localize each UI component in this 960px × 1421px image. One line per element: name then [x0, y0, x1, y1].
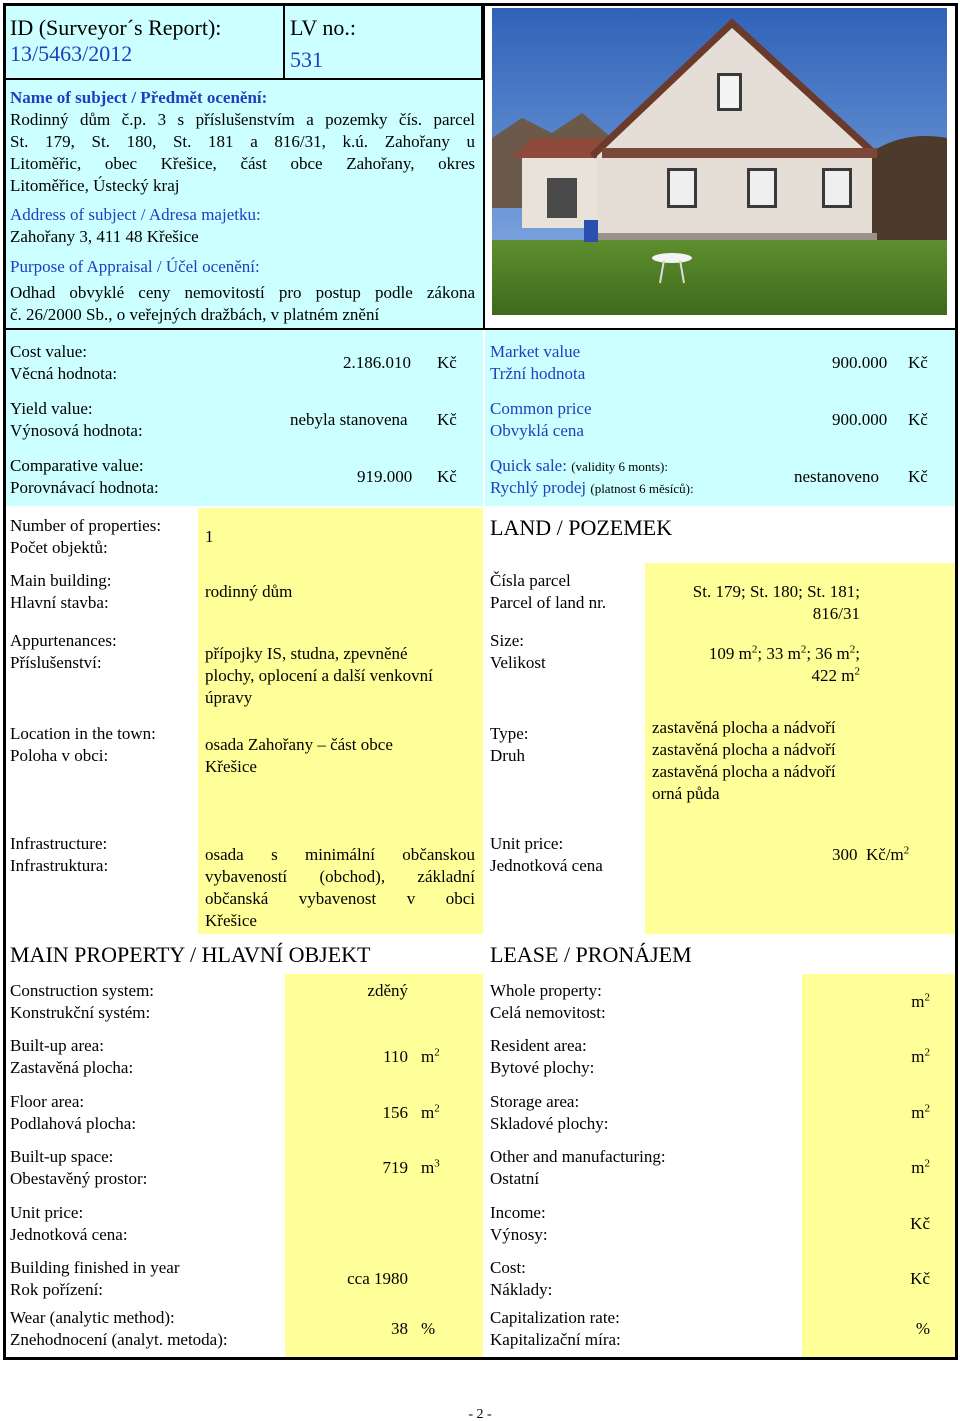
- lease-heading: LEASE / PRONÁJEM: [490, 942, 692, 967]
- common-label-en: Common price: [490, 399, 592, 418]
- lv-label: LV no.:: [290, 15, 357, 40]
- main-property-heading: MAIN PROPERTY / HLAVNÍ OBJEKT: [10, 942, 371, 967]
- mp-row-unit: [421, 1318, 435, 1340]
- purpose-line: č. 26/2000 Sb., o veřejných dražbách, v platném znění: [10, 305, 380, 324]
- subject-name-heading: Name of subject / Předmět ocenění:: [10, 88, 268, 107]
- cost-currency: Kč: [437, 353, 457, 372]
- mp-row-value: cca 1980: [347, 1269, 408, 1288]
- size-part: 422 m: [811, 666, 855, 685]
- comp-currency: Kč: [437, 467, 457, 486]
- cost-value: 2.186.010: [343, 353, 411, 372]
- lease-row-label-en: Resident area:: [490, 1036, 587, 1055]
- sup: 2: [800, 643, 807, 656]
- mp-row-unit: [421, 1046, 440, 1068]
- address-value: Zahořany 3, 411 48 Křešice: [10, 227, 199, 246]
- sup: 2: [924, 1157, 930, 1170]
- page-number: - 2 -: [468, 1407, 492, 1421]
- count-label-en: Number of properties:: [10, 516, 162, 535]
- mp-row-value: 156: [382, 1103, 408, 1122]
- mp-row-value: 719: [382, 1158, 408, 1177]
- mp-row-label-cz: Zastavěná plocha:: [10, 1058, 134, 1077]
- unit: m: [421, 1047, 435, 1066]
- unit-unit: Kč/m: [866, 845, 904, 864]
- mp-row-value: 110: [383, 1047, 408, 1066]
- subject-name-line: Litoměřice, Ústecký kraj: [10, 176, 180, 195]
- size-line2: [650, 665, 860, 687]
- lease-row-label-en: Capitalization rate:: [490, 1308, 620, 1327]
- lease-row-label-cz: Náklady:: [490, 1280, 553, 1299]
- type-label-en: Type:: [490, 724, 529, 743]
- quick-label-en: Quick sale:: [490, 456, 567, 475]
- mp-row-unit: [421, 1102, 440, 1124]
- yield-label-cz: Výnosová hodnota:: [10, 421, 143, 440]
- photo-divider: [483, 6, 485, 329]
- id-label: ID (Surveyor´s Report):: [10, 15, 222, 40]
- main-label-en: Main building:: [10, 571, 112, 590]
- size-part: 109 m: [708, 644, 752, 663]
- appurt-line: úpravy: [205, 688, 253, 707]
- main-value: rodinný dům: [205, 582, 293, 601]
- type-line: orná půda: [652, 784, 720, 803]
- land-heading: LAND / POZEMEK: [490, 515, 673, 540]
- quick-label-cz: Rychlý prodej: [490, 478, 587, 497]
- market-currency: Kč: [908, 353, 928, 372]
- quick-value: nestanoveno: [794, 467, 879, 486]
- lease-row-label-en: Income:: [490, 1203, 546, 1222]
- sup: 2: [924, 1046, 930, 1059]
- unit-label-en: Unit price:: [490, 834, 564, 853]
- size-label-en: Size:: [490, 631, 524, 650]
- size-label-cz: Velikost: [490, 653, 546, 672]
- appurt-label-cz: Příslušenství:: [10, 653, 102, 672]
- lease-row-unit: [840, 991, 930, 1013]
- unit: Kč: [910, 1269, 930, 1288]
- lease-row-label-cz: Ostatní: [490, 1169, 540, 1188]
- sup: 2: [903, 844, 910, 857]
- sup: 2: [849, 643, 856, 656]
- mp-row-label-cz: Konstrukční systém:: [10, 1003, 151, 1022]
- mp-row-value: zděný: [367, 981, 408, 1000]
- location-label-en: Location in the town:: [10, 724, 156, 743]
- comp-value: 919.000: [357, 467, 413, 486]
- size-part: ; 36 m: [806, 644, 850, 663]
- mp-row-label-cz: Obestavěný prostor:: [10, 1169, 148, 1188]
- quick-label-cz-row: [490, 477, 694, 500]
- mp-row-label-cz: Rok pořízení:: [10, 1280, 104, 1299]
- subject-name-line: Rodinný dům č.p. 3 s příslušenstvím a pozemky čís. parcel: [10, 110, 475, 129]
- lv-value: 531: [290, 47, 323, 72]
- common-currency: Kč: [908, 410, 928, 429]
- lease-row-label-cz: Výnosy:: [490, 1225, 548, 1244]
- lease-row-label-cz: Celá nemovitost:: [490, 1003, 606, 1022]
- unit: m: [911, 992, 925, 1011]
- unit-value-row: [832, 844, 909, 866]
- appurt-line: přípojky IS, studna, zpevněné: [205, 644, 408, 663]
- lease-row-label-cz: Kapitalizační míra:: [490, 1330, 621, 1349]
- appurt-label-en: Appurtenances:: [10, 631, 117, 650]
- type-line: zastavěná plocha a nádvoří: [652, 762, 836, 781]
- infra-line: Křešice: [205, 911, 257, 930]
- cost-label-en: Cost value:: [10, 342, 87, 361]
- location-label-cz: Poloha v obci:: [10, 746, 109, 765]
- lease-row-label-en: Whole property:: [490, 981, 602, 1000]
- yield-currency: Kč: [437, 410, 457, 429]
- infra-line: občanská vybavenost v obci: [205, 889, 475, 908]
- sup: 2: [924, 991, 930, 1004]
- sup: 2: [751, 643, 758, 656]
- lease-row-unit: [840, 1268, 930, 1290]
- unit-value: 300: [832, 845, 858, 864]
- sup: 3: [434, 1157, 440, 1170]
- mp-row-label-en: Wear (analytic method):: [10, 1308, 175, 1327]
- unit-label-cz: Jednotková cena: [490, 856, 603, 875]
- mp-row-label-en: Unit price:: [10, 1203, 84, 1222]
- yield-label-en: Yield value:: [10, 399, 93, 418]
- subject-name-line: St. 179, St. 180, St. 181 a 816/31, k.ú. Zahořany u: [10, 132, 475, 151]
- market-value: 900.000: [832, 353, 888, 372]
- sup: 2: [854, 665, 860, 678]
- mp-row-label-en: Built-up area:: [10, 1036, 104, 1055]
- purpose-heading: Purpose of Appraisal / Účel ocenění:: [10, 257, 260, 276]
- quick-note-cz: (platnost 6 měsíců):: [590, 481, 694, 496]
- mp-row-unit: [421, 1157, 440, 1179]
- market-label-en: Market value: [490, 342, 581, 361]
- sup: 2: [434, 1102, 440, 1115]
- infra-line: osada s minimální občanskou: [205, 845, 475, 864]
- location-line: osada Zahořany – část obce: [205, 735, 393, 754]
- mp-row-label-cz: Znehodnocení (analyt. metoda):: [10, 1330, 228, 1349]
- purpose-line: Odhad obvyklé ceny nemovitostí pro postup podle zákona: [10, 283, 475, 302]
- infra-label-en: Infrastructure:: [10, 834, 108, 853]
- infra-line: vybaveností (obchod), základní: [205, 867, 475, 886]
- count-value: 1: [205, 527, 214, 546]
- lease-row-label-cz: Bytové plochy:: [490, 1058, 595, 1077]
- mp-row-label-en: Construction system:: [10, 981, 155, 1000]
- type-line: zastavěná plocha a nádvoří: [652, 740, 836, 759]
- location-line: Křešice: [205, 757, 257, 776]
- comp-label-en: Comparative value:: [10, 456, 144, 475]
- mp-row-label-en: Floor area:: [10, 1092, 85, 1111]
- lease-row-label-cz: Skladové plochy:: [490, 1114, 609, 1133]
- house-photo: [492, 8, 947, 315]
- lease-row-label-en: Other and manufacturing:: [490, 1147, 666, 1166]
- count-label-cz: Počet objektů:: [10, 538, 108, 557]
- mp-row-label-en: Building finished in year: [10, 1258, 180, 1277]
- quick-note-en: (validity 6 monts):: [571, 459, 668, 474]
- subject-name-line: Litoměřic, obec Křešice, část obce Zahořany, okres: [10, 154, 475, 173]
- unit: Kč: [910, 1214, 930, 1233]
- unit: %: [915, 1319, 930, 1338]
- unit: m: [911, 1158, 925, 1177]
- quick-currency: Kč: [908, 467, 928, 486]
- quick-label-en-row: [490, 455, 668, 478]
- parcel-line: St. 179; St. 180; St. 181;: [692, 582, 860, 601]
- size-part: ; 33 m: [757, 644, 801, 663]
- lease-row-unit: [840, 1046, 930, 1068]
- size-part: ;: [855, 644, 860, 663]
- unit: m: [911, 1103, 925, 1122]
- lease-row-unit: [840, 1318, 930, 1340]
- mp-row-value: 38: [391, 1319, 408, 1338]
- type-label-cz: Druh: [490, 746, 525, 765]
- main-label-cz: Hlavní stavba:: [10, 593, 109, 612]
- unit: %: [421, 1319, 436, 1338]
- yield-value: nebyla stanovena: [290, 410, 408, 429]
- market-label-cz: Tržní hodnota: [490, 364, 586, 383]
- infra-label-cz: Infrastruktura:: [10, 856, 109, 875]
- mp-row-label-en: Built-up space:: [10, 1147, 114, 1166]
- address-heading: Address of subject / Adresa majetku:: [10, 205, 261, 224]
- mp-row-label-cz: Podlahová plocha:: [10, 1114, 137, 1133]
- mp-row-label-cz: Jednotková cena:: [10, 1225, 128, 1244]
- lease-row-unit: [840, 1102, 930, 1124]
- type-line: zastavěná plocha a nádvoří: [652, 718, 836, 737]
- unit: m: [421, 1158, 435, 1177]
- size-line1: [650, 643, 860, 665]
- parcel-label-en: Parcel of land nr.: [490, 593, 607, 612]
- cost-label-cz: Věcná hodnota:: [10, 364, 118, 383]
- appurt-line: plochy, oplocení a další venkovní: [205, 666, 433, 685]
- common-label-cz: Obvyklá cena: [490, 421, 584, 440]
- lease-row-label-en: Cost:: [490, 1258, 526, 1277]
- lease-row-unit: [840, 1213, 930, 1235]
- parcel-line: 816/31: [812, 604, 860, 623]
- unit: m: [911, 1047, 925, 1066]
- comp-label-cz: Porovnávací hodnota:: [10, 478, 159, 497]
- lease-row-label-en: Storage area:: [490, 1092, 580, 1111]
- unit: m: [421, 1103, 435, 1122]
- parcel-label-cz: Čísla parcel: [490, 571, 571, 590]
- sup: 2: [924, 1102, 930, 1115]
- lease-row-unit: [840, 1157, 930, 1179]
- sup: 2: [434, 1046, 440, 1059]
- common-value: 900.000: [832, 410, 888, 429]
- id-value: 13/5463/2012: [10, 41, 133, 66]
